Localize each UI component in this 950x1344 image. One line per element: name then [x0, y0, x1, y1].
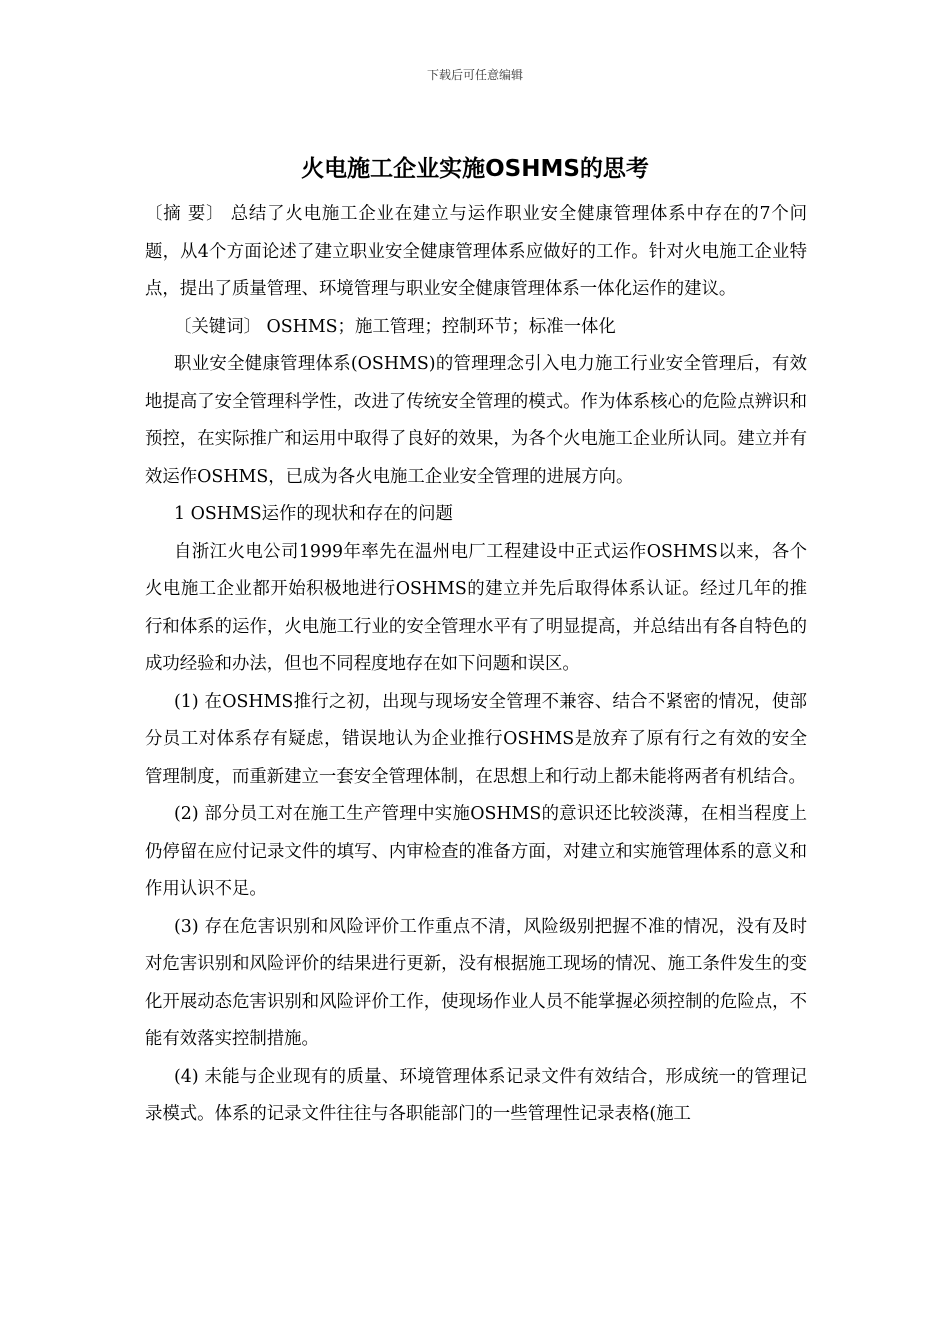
keywords-paragraph — [145, 309, 807, 347]
document-title: 火电施工企业实施OSHMS的思考 — [301, 156, 649, 182]
section-heading: 1 OSHMS运作的现状和存在的问题 — [174, 504, 453, 524]
list-item: (2) 部分员工对在施工生产管理中实施OSHMS的意识还比较淡薄，在相当程度上仍停留在应付记录文件的填写、内审检查的准备方面，对建立和实施管理体系的意义和作用认识不足。 — [145, 804, 807, 899]
keywords-text: OSHMS；施工管理；控制环节；标准一体化 — [266, 316, 616, 337]
section-intro-paragraph: 自浙江火电公司1999年率先在温州电厂工程建设中正式运作OSHMS以来，各个火电施工企业都开始积极地进行OSHMS的建立并先后取得体系认证。经过几年的推行和体系的运作，火电施工行业的安全管理水平有了明显提高，并总结出有各自特色的成功经验和办法，但也不同程度地存在如下问题和误区。 — [145, 541, 807, 674]
abstract-paragraph — [145, 196, 807, 309]
document-body — [145, 196, 807, 1134]
keywords-label: 〔关键词〕 — [174, 316, 261, 337]
page-header-note: 下载后可任意编辑 — [426, 68, 523, 82]
intro-paragraph: 职业安全健康管理体系(OSHMS)的管理理念引入电力施工行业安全管理后，有效地提高了安全管理科学性，改进了传统安全管理的模式。作为体系核心的危险点辨识和预控，在实际推广和运用中取得了良好的效果，为各个火电施工企业所认同。建立并有效运作OSHMS，已成为各火电施工企业安全管理的进展方向。 — [145, 354, 807, 487]
abstract-text: 总结了火电施工企业在建立与运作职业安全健康管理体系中存在的7个问题，从4个方面论述了建立职业安全健康管理体系应做好的工作。针对火电施工企业特点，提出了质量管理、环境管理与职业安全健康管理体系一体化运作的建议。 — [145, 204, 807, 299]
list-item: (1) 在OSHMS推行之初，出现与现场安全管理不兼容、结合不紧密的情况，使部分员工对体系存有疑虑，错误地认为企业推行OSHMS是放弃了原有行之有效的安全管理制度，而重新建立一套安全管理体制，在思想上和行动上都未能将两者有机结合。 — [145, 691, 807, 787]
abstract-label: 〔摘 要〕 — [145, 204, 225, 224]
list-item: (3) 存在危害识别和风险评价工作重点不清，风险级别把握不准的情况，没有及时对危害识别和风险评价的结果进行更新，没有根据施工现场的情况、施工条件发生的变化开展动态危害识别和风险评价工作，使现场作业人员不能掌握必须控制的危险点，不能有效落实控制措施。 — [145, 916, 807, 1049]
list-item: (4) 未能与企业现有的质量、环境管理体系记录文件有效结合，形成统一的管理记录模式。体系的记录文件往往与各职能部门的一些管理性记录表格(施工 — [145, 1066, 807, 1124]
